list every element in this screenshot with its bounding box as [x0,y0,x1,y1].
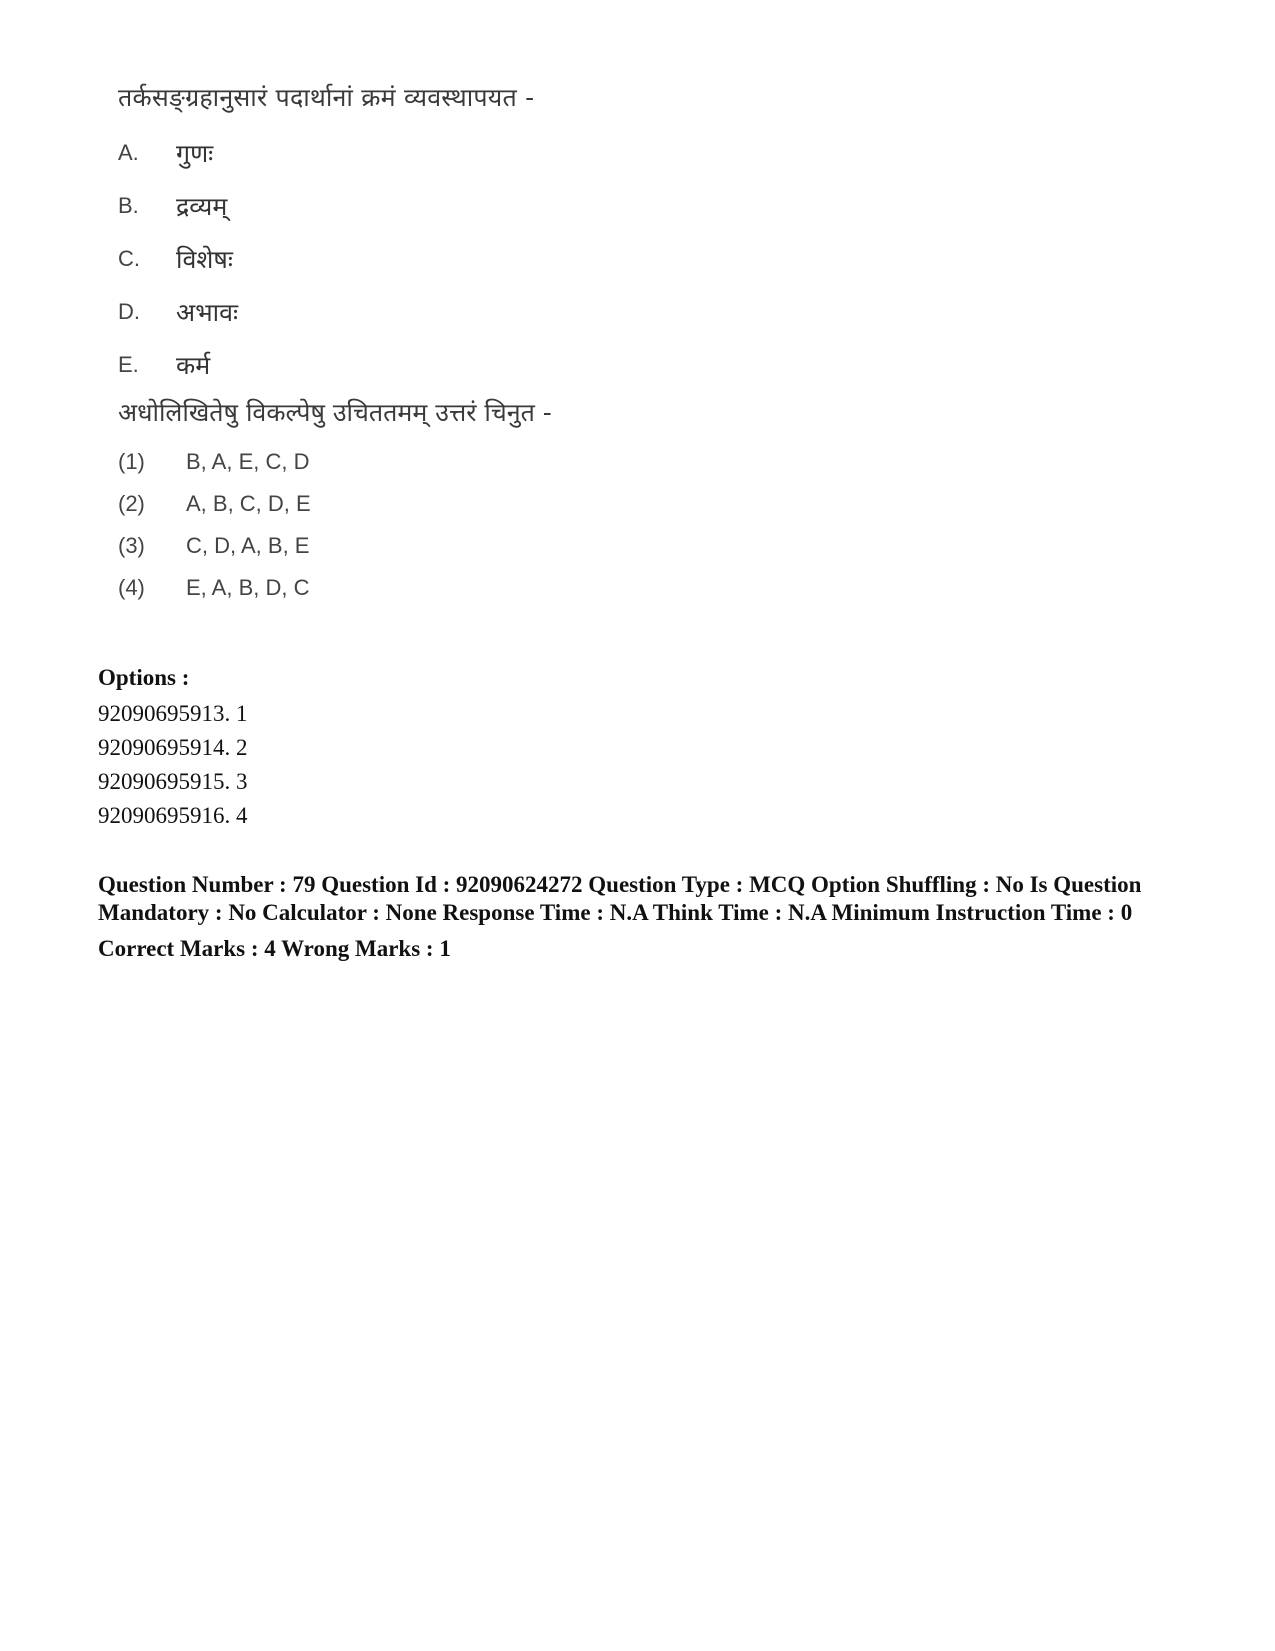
answer-choices [118,441,638,609]
question-details: Question Number : 79 Question Id : 92090624272 Question Type : MCQ Option Shuffling : No Is Question Mandatory : No Calculator : None Response Time : N.A Think Time : N.A Minimum Instruction Time : 0 [98,872,1142,925]
question-image [118,80,638,609]
question-metadata [98,663,1178,963]
choice-text: E, A, B, D, C [186,575,310,600]
question-instruction: अधोलिखितेषु विकल्पेषु उचिततमम् उत्तरं चिनुत - [118,398,552,427]
item-text: गुणः [176,138,214,168]
option-line: 92090695914. 2 [98,735,248,760]
question-item [118,338,638,391]
option-line: 92090695916. 4 [98,803,248,828]
question-item [118,285,638,338]
option-line: 92090695913. 1 [98,701,248,726]
choice-number: (1) [118,449,145,474]
choice-number: (2) [118,491,145,516]
choice-number: (3) [118,533,145,558]
choice-text: A, B, C, D, E [186,491,311,516]
marks-line: Correct Marks : 4 Wrong Marks : 1 [98,936,451,961]
item-text: विशेषः [176,244,233,274]
question-item [118,179,638,232]
item-text: अभावः [176,297,239,327]
question-items [118,126,638,391]
item-letter: A. [118,139,139,165]
item-letter: D. [118,298,140,324]
choice-text: B, A, E, C, D [186,449,310,474]
item-text: कर्म [176,350,211,380]
item-text: द्रव्यम् [176,191,228,221]
question-stem: तर्कसङ्ग्रहानुसारं पदार्थानां क्रमं व्यवस्थापयत - [118,83,535,112]
options-heading: Options : [98,665,190,690]
answer-choice [118,567,638,609]
item-letter: E. [118,351,139,377]
item-letter: C. [118,245,140,271]
answer-choice [118,441,638,483]
choice-text: C, D, A, B, E [186,533,310,558]
question-item [118,126,638,179]
answer-choice [118,483,638,525]
item-letter: B. [118,192,139,218]
answer-choice [118,525,638,567]
question-item [118,232,638,285]
choice-number: (4) [118,575,145,600]
option-line: 92090695915. 3 [98,769,248,794]
